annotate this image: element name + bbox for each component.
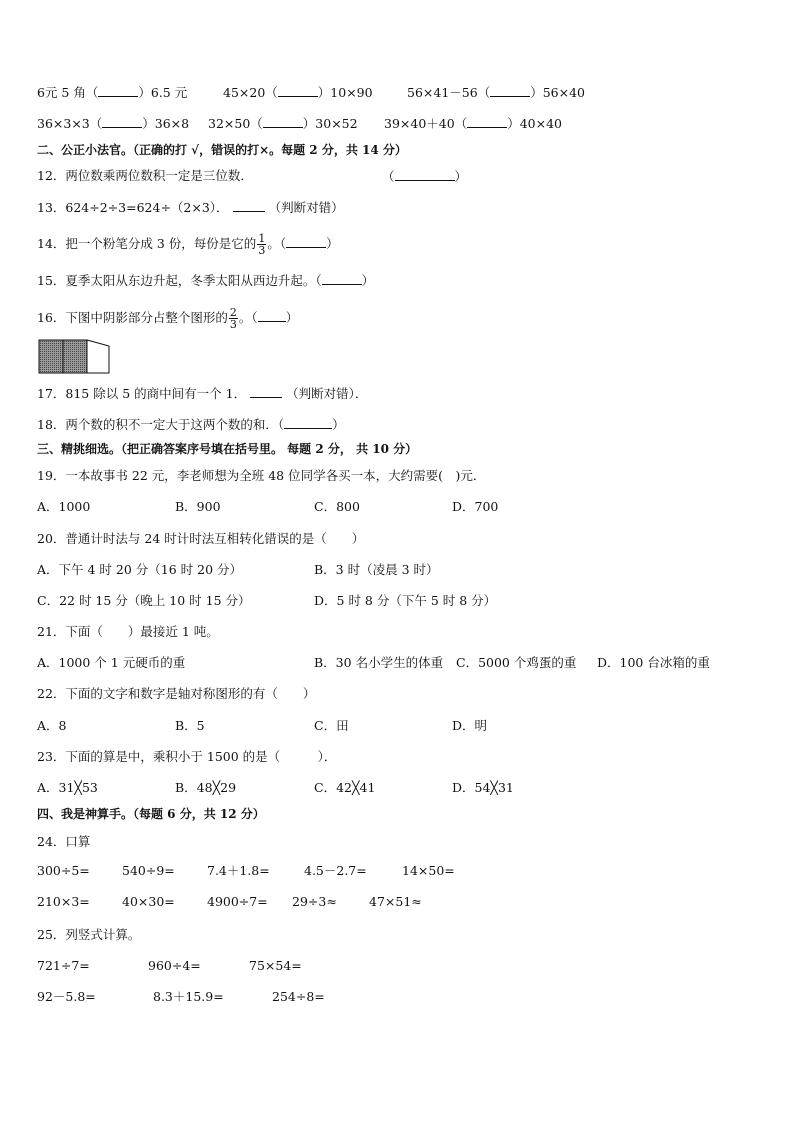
calc-item: 4.5－2.7=: [304, 863, 367, 878]
option-c[interactable]: C．22 时 15 分（晚上 10 时 15 分）: [37, 593, 251, 608]
compare-item: 32×50（ ）30×52: [208, 116, 358, 131]
question-14: 14．把一个粉笔分成 3 份，每份是它的 $\frac{1}{3}$ 。（ ）: [37, 232, 339, 257]
calc-item: 92－5.8=: [37, 989, 96, 1004]
calc-item: 960÷4=: [148, 958, 201, 973]
answer-blank[interactable]: [395, 168, 455, 181]
calc-item: 254÷8=: [272, 989, 325, 1004]
calc-item: 14×50=: [402, 863, 455, 878]
option-a[interactable]: A．1000 个 1 元硬币的重: [37, 655, 186, 670]
question-23-stem: 23．下面的算是中，乘积小于 1500 的是（ ）．: [37, 749, 337, 764]
answer-blank[interactable]: [322, 272, 362, 285]
question-22-stem: 22．下面的文字和数字是轴对称图形的有（ ）: [37, 686, 316, 701]
calc-item: 721÷7=: [37, 958, 90, 973]
option-d[interactable]: D．100 台冰箱的重: [597, 655, 710, 670]
option-b[interactable]: B．3 时（凌晨 3 时）: [314, 562, 439, 577]
calc-item: 7.4＋1.8=: [207, 863, 270, 878]
shaded-part: [39, 340, 63, 373]
option-b[interactable]: B．30 名小学生的体重: [314, 655, 444, 670]
question-20-stem: 20．普通计时法与 24 时计时法互相转化错误的是（ ）: [37, 531, 365, 546]
question-text: 12．两位数乘两位数积一定是三位数．: [37, 168, 253, 183]
question-15: 15．夏季太阳从东边升起，冬季太阳从西边升起。（ ）: [37, 273, 375, 288]
question-text: 18．两个数的积不一定大于这两个数的和．（: [37, 417, 285, 432]
question-13: 13．624÷2÷3=624÷（2×3）． （判断对错）: [37, 200, 344, 215]
calc-item: 75×54=: [249, 958, 302, 973]
calc-item: 40×30=: [122, 894, 175, 909]
compare-item: 45×20（ ）10×90: [223, 85, 373, 100]
question-text: 17．815 除以 5 的商中间有一个 1．: [37, 386, 247, 401]
option-a[interactable]: A．31╳53: [37, 780, 98, 795]
fraction: $\frac{2}{3}$: [229, 306, 237, 331]
section-3-title: 三、精挑细选。（把正确答案序号填在括号里。 每题 2 分， 共 10 分）: [37, 442, 418, 456]
calc-item: 4900÷7=: [207, 894, 268, 909]
calc-item: 47×51≈: [369, 894, 422, 909]
option-b[interactable]: B．5: [175, 718, 205, 733]
answer-blank[interactable]: [98, 84, 138, 97]
answer-blank[interactable]: [250, 385, 282, 398]
question-17: 17．815 除以 5 的商中间有一个 1． （判断对错）．: [37, 386, 368, 401]
question-19-stem: 19．一本故事书 22 元，李老师想为全班 48 位同学各买一本，大约需要( )元．: [37, 468, 486, 483]
answer-blank[interactable]: [286, 235, 326, 248]
option-b[interactable]: B．900: [175, 499, 221, 514]
question-25-label: 25．列竖式计算。: [37, 927, 141, 942]
compare-item: 36×3×3（ ）36×8: [37, 116, 190, 131]
section-2-title: 二、公正小法官。（正确的打 √，错误的打×。每题 2 分，共 14 分）: [37, 143, 407, 157]
compare-item: 56×41－56（ ）56×40: [407, 85, 585, 100]
answer-blank[interactable]: [490, 84, 530, 97]
question-21-stem: 21．下面（ ）最接近 1 吨。: [37, 624, 219, 639]
answer-blank[interactable]: [467, 115, 507, 128]
compare-item: 39×40＋40（ ）40×40: [384, 116, 562, 131]
answer-blank[interactable]: [278, 84, 318, 97]
question-16: 16．下图中阴影部分占整个图形的 $\frac{2}{3}$ 。（ ）: [37, 306, 299, 331]
unshaded-part: [87, 340, 109, 373]
question-text: 14．把一个粉笔分成 3 份，每份是它的: [37, 236, 257, 251]
option-d[interactable]: D．54╳31: [452, 780, 514, 795]
fraction: $\frac{1}{3}$: [258, 232, 266, 257]
answer-blank[interactable]: [263, 115, 303, 128]
shaded-figure: [38, 339, 114, 375]
section-4-title: 四、我是神算手。（每题 6 分，共 12 分）: [37, 807, 265, 821]
answer-blank[interactable]: [102, 115, 142, 128]
option-d[interactable]: D．700: [452, 499, 499, 514]
calc-item: 300÷5=: [37, 863, 90, 878]
question-18: 18．两个数的积不一定大于这两个数的和．（ ）: [37, 417, 345, 432]
option-d[interactable]: D．明: [452, 718, 488, 733]
shaded-part: [63, 340, 87, 373]
option-a[interactable]: A．1000: [37, 499, 91, 514]
answer-blank[interactable]: [258, 309, 286, 322]
answer-blank[interactable]: [233, 199, 265, 212]
calc-item: 29÷3≈: [292, 894, 337, 909]
question-12: 12．两位数乘两位数积一定是三位数． （ ）: [37, 168, 468, 184]
question-24-label: 24．口算: [37, 834, 91, 849]
calc-item: 210×3=: [37, 894, 90, 909]
answer-blank[interactable]: [284, 416, 332, 429]
option-c[interactable]: C．田: [314, 718, 349, 733]
option-a[interactable]: A．下午 4 时 20 分（16 时 20 分）: [37, 562, 243, 577]
option-d[interactable]: D．5 时 8 分（下午 5 时 8 分）: [314, 593, 497, 608]
option-a[interactable]: A．8: [37, 718, 67, 733]
compare-item: 6元 5 角（ ）6.5 元: [37, 85, 188, 100]
option-c[interactable]: C．800: [314, 499, 360, 514]
question-text: 16．下图中阴影部分占整个图形的: [37, 310, 228, 325]
option-c[interactable]: C．42╳41: [314, 780, 376, 795]
option-b[interactable]: B．48╳29: [175, 780, 237, 795]
question-text: 15．夏季太阳从东边升起，冬季太阳从西边升起。（: [37, 273, 322, 288]
calc-item: 8.3＋15.9=: [153, 989, 224, 1004]
question-text: 13．624÷2÷3=624÷（2×3）．: [37, 200, 229, 215]
option-c[interactable]: C．5000 个鸡蛋的重: [456, 655, 577, 670]
calc-item: 540÷9=: [122, 863, 175, 878]
